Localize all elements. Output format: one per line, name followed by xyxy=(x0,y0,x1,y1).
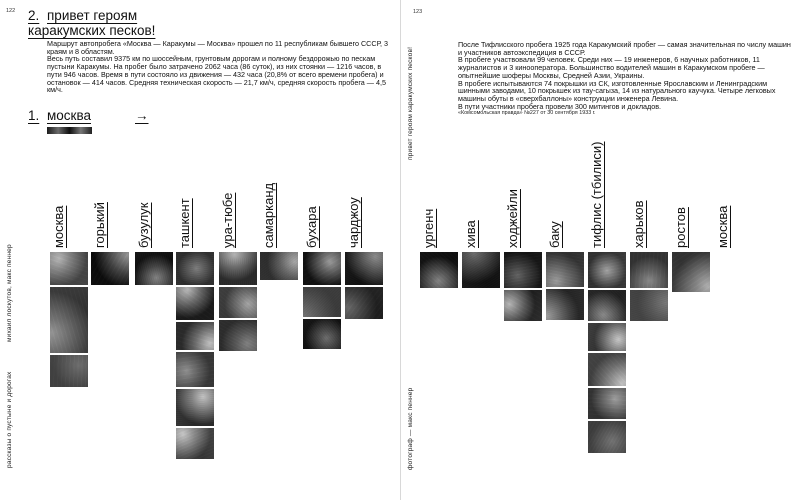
photo-tile xyxy=(176,428,214,459)
photo-tile xyxy=(135,252,173,285)
photo-stack xyxy=(260,252,298,282)
photo-tile xyxy=(420,252,458,288)
chapter-number: 2. xyxy=(28,8,40,23)
city-label: самарканд xyxy=(261,182,276,248)
photo-stack xyxy=(588,252,626,455)
intro-paragraph: После Тифлисского пробега 1925 года Каракумский пробег — самая значительная по числу машин и участников автоэкспедиция в СССР. xyxy=(458,40,791,57)
city-label: хива xyxy=(463,220,478,248)
page-number-left: 122 xyxy=(6,8,16,14)
photo-stack xyxy=(91,252,129,287)
photo-tile xyxy=(504,252,542,288)
photo-stack xyxy=(504,252,542,323)
photo-tile xyxy=(176,287,214,320)
photo-stack xyxy=(672,252,710,294)
photo-tile xyxy=(303,319,341,349)
photo-stack xyxy=(630,252,668,323)
photo-tile xyxy=(588,353,626,386)
route-city-column xyxy=(546,150,584,490)
right-photo-collage xyxy=(420,141,765,490)
city-label: тифлис (тбилиси) xyxy=(589,141,604,248)
route-start-photo-strip xyxy=(47,127,92,134)
route-city-column xyxy=(219,150,257,490)
photo-stack xyxy=(219,252,257,353)
sidebar-photographer-credit: фотограф — макс пеннер xyxy=(407,387,414,470)
source-citation: «Комсомольская правда» №227 от 30 сентября 1933 г. xyxy=(458,110,596,117)
city-label: ура-тюбе xyxy=(220,192,235,248)
city-label: ростов xyxy=(673,207,688,248)
photo-tile xyxy=(630,252,668,288)
route-city-column xyxy=(504,150,542,490)
intro-paragraph: В пути участники пробега провели 300 митингов и докладов. xyxy=(458,101,662,111)
photo-tile xyxy=(176,352,214,387)
photo-tile xyxy=(219,252,257,285)
route-city-column xyxy=(630,150,668,490)
photo-tile xyxy=(91,252,129,285)
city-label: бухара xyxy=(304,206,319,248)
left-intro-text xyxy=(47,40,389,94)
photo-stack xyxy=(176,252,214,461)
route-city-column xyxy=(91,150,129,490)
sidebar-series-title: рассказы о пустыне и дорогах xyxy=(6,371,13,468)
photo-tile xyxy=(345,287,383,319)
right-intro-text xyxy=(458,41,792,118)
photo-stack xyxy=(135,252,173,287)
photo-tile xyxy=(303,252,341,285)
city-label: чарджоу xyxy=(346,197,361,248)
route-city-column xyxy=(260,150,298,490)
photo-tile xyxy=(588,323,626,351)
section-title: москва xyxy=(47,108,91,123)
route-city-column xyxy=(588,141,626,490)
photo-tile xyxy=(50,287,88,353)
city-label: харьков xyxy=(631,200,646,248)
city-label: ходжейли xyxy=(505,189,520,248)
city-label: москва xyxy=(715,205,730,248)
route-city-column xyxy=(50,150,88,490)
photo-tile xyxy=(588,388,626,419)
photo-tile xyxy=(672,252,710,292)
photo-tile xyxy=(546,289,584,320)
photo-tile xyxy=(260,252,298,280)
route-arrow-icon: → xyxy=(135,108,149,123)
photo-stack xyxy=(303,252,341,351)
city-label: горький xyxy=(92,202,107,248)
intro-paragraph: В пробеге испытываются 74 покрышки из СК, изготовленные Ярославским и Ленинградским шинными заводами, 10 покрышек из тау-сагыза, 14 из натурального каучука. Четыре легковых машины обуты в «сверхбаллоны» конструкции инженера Левина. xyxy=(458,78,776,103)
photo-tile xyxy=(176,389,214,426)
left-photo-collage xyxy=(50,150,395,490)
sidebar-authors: михаил лоскутов, макс пеннер xyxy=(6,244,13,342)
photo-tile xyxy=(630,290,668,321)
photo-stack xyxy=(546,252,584,322)
route-city-column xyxy=(462,150,500,490)
city-label: ташкент xyxy=(177,198,192,248)
photo-tile xyxy=(345,252,383,285)
route-city-column xyxy=(714,150,752,490)
photo-tile xyxy=(50,355,88,387)
photo-stack xyxy=(420,252,458,290)
photo-tile xyxy=(176,252,214,285)
photo-tile xyxy=(588,252,626,288)
photo-tile xyxy=(546,252,584,287)
intro-paragraph: В пробеге участвовали 99 человек. Среди них — 19 инженеров, 6 научных работников, 11 журналистов и 3 кинооператора. Большинство водителей машин в Каракумском пробеге — опытнейшие шоферы Москвы, Средней Азии, Украины. xyxy=(458,55,765,80)
route-city-column xyxy=(176,150,214,490)
page-number-right: 123 xyxy=(413,9,423,15)
chapter-title-line2: каракумских песков! xyxy=(28,23,156,38)
photo-tile xyxy=(219,287,257,318)
photo-tile xyxy=(588,290,626,321)
photo-tile xyxy=(50,252,88,285)
photo-tile xyxy=(462,252,500,288)
photo-tile xyxy=(176,322,214,350)
intro-paragraph: Весь путь составил 9375 км по шоссейным, грунтовым дорогам и полному бездорожью по пескам пустыни Каракумы. На пробег было затрачено 2062 часа (86 суток), из них стоянки — 1216 часов, в пути 946 часов. Время в пути состояло из движения — 432 часа (20,8% от всего времени пробега) и остановок — 414 часов. Средняя техническая скорость — 21,7 км/ч, средняя скорость пробега — 4,5 км/ч. xyxy=(47,54,386,95)
photo-tile xyxy=(588,421,626,453)
route-city-column xyxy=(345,150,383,490)
sidebar-chapter-title: привет героям каракумских песков! xyxy=(407,46,414,160)
photo-stack xyxy=(345,252,383,321)
city-label: баку xyxy=(547,221,562,248)
photo-tile xyxy=(219,320,257,351)
photo-tile xyxy=(504,290,542,321)
section-number: 1. xyxy=(28,108,40,123)
photo-stack xyxy=(462,252,500,290)
page-gutter-divider xyxy=(400,0,401,500)
photo-stack xyxy=(50,252,88,389)
route-city-column xyxy=(420,150,458,490)
city-label: бузулук xyxy=(136,202,151,248)
route-city-column xyxy=(135,150,173,490)
chapter-title-line1: привет героям xyxy=(47,8,138,23)
city-label: ургенч xyxy=(421,208,436,248)
intro-paragraph: Маршрут автопробега «Москва — Каракумы — Москва» прошел по 11 республикам бывшего СССР, 3 краям и 8 областям. xyxy=(47,39,388,56)
route-city-column xyxy=(672,150,710,490)
route-city-column xyxy=(303,150,341,490)
photo-tile xyxy=(303,287,341,317)
city-label: москва xyxy=(51,205,66,248)
